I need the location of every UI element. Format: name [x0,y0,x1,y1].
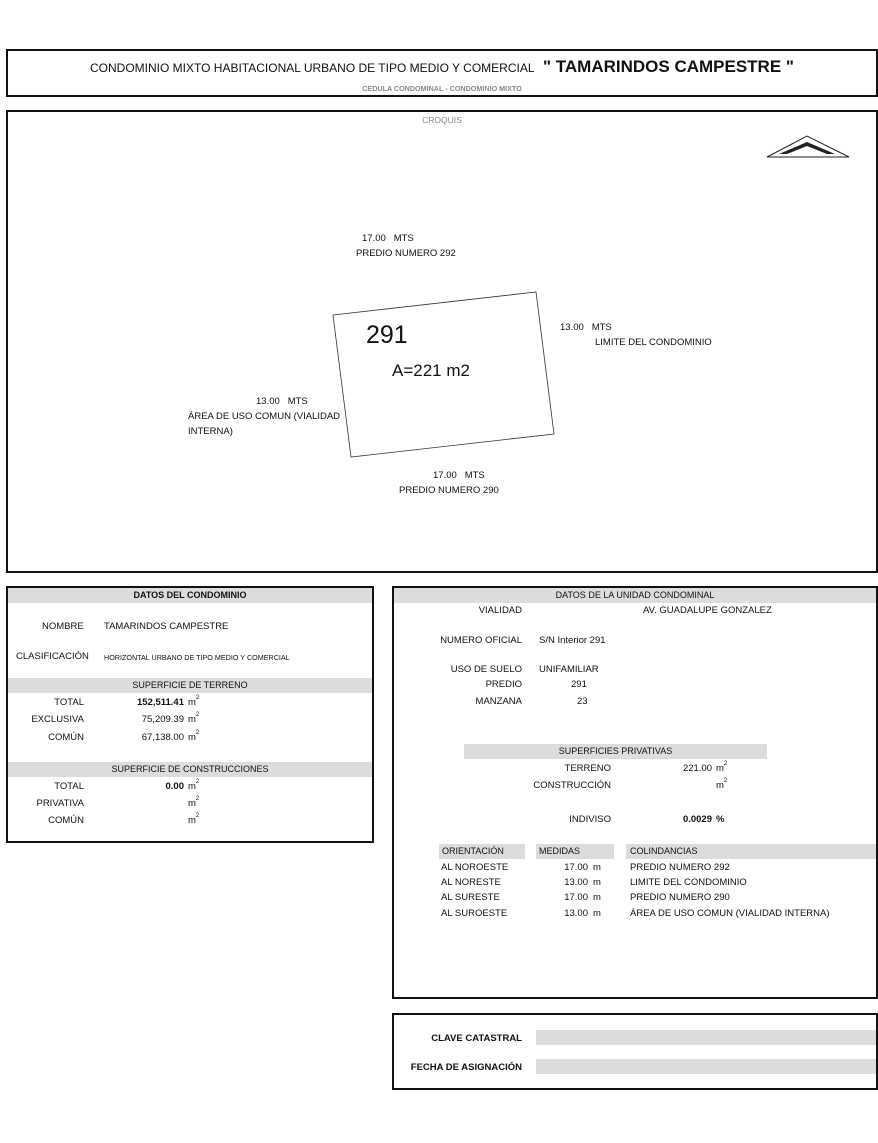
priv-construccion-label: CONSTRUCCIÓN [533,780,611,791]
row-unit: m [593,862,601,873]
priv-terreno-unit: $m^2$ [716,761,728,774]
row-medida: 17.00 [564,892,588,903]
left-neighbor-line2: INTERNA) [188,426,233,437]
construcciones-heading: SUPERFICIE DE CONSTRUCCIONES [8,762,372,777]
unidad-heading: DATOS DE LA UNIDAD CONDOMINAL [394,588,876,603]
top-length: 17.00 MTS [362,233,414,244]
fecha-asignacion-field [536,1059,876,1074]
bottom-length: 17.00 MTS [433,470,485,481]
fecha-asignacion-label: FECHA DE ASIGNACIÓN [410,1062,522,1073]
uso-value: UNIFAMILIAR [539,664,599,675]
construcciones-privativa-unit: $m^2$ [188,796,200,809]
predio-value: 291 [571,679,587,690]
row-unit: m [593,908,601,919]
construcciones-total-value: 0.00 [165,781,184,792]
terreno-heading: SUPERFICIE DE TERRENO [8,678,372,693]
left-length: 13.00 MTS [256,396,308,407]
indiviso-label: INDIVISO [569,814,611,825]
terreno-exclusiva-unit: $m^2$ [188,712,200,725]
page-subtitle: CEDULA CONDOMINAL - CONDOMINIO MIXTO [362,84,522,93]
croquis-label: CROQUIS [422,115,462,125]
construcciones-total-label: TOTAL [54,781,84,792]
croquis-box [6,110,878,573]
construcciones-comun-unit: $m^2$ [188,813,200,826]
manzana-value: 23 [577,696,588,707]
vialidad-label: VIALIDAD [478,605,522,616]
row-medida: 17.00 [564,862,588,873]
indiviso-unit: % [716,814,725,825]
row-unit: m [593,892,601,903]
right-length: 13.00 MTS [560,322,612,333]
terreno-total-label: TOTAL [54,697,84,708]
row-colindancia: PREDIO NUMERO 292 [630,862,730,873]
row-colindancia: PREDIO NUMERO 290 [630,892,730,903]
manzana-label: MANZANA [475,696,522,707]
row-medida: 13.00 [564,908,588,919]
row-orientacion: AL NOROESTE [441,862,509,873]
col-colindancias-header: COLINDANCIAS [626,844,876,859]
col-orientacion-header: ORIENTACIÓN [439,844,525,859]
priv-construccion-unit: $m^2$ [716,778,728,791]
terreno-total-value: 152,511.41 [136,697,184,708]
clasificacion-label: CLASIFICACIÓN [16,651,89,662]
title-name: " TAMARINDOS CAMPESTRE " [542,57,794,76]
nombre-value: TAMARINDOS CAMPESTRE [104,621,229,632]
terreno-comun-value: 67,138.00 [141,732,184,743]
condominio-heading: DATOS DEL CONDOMINIO [8,588,372,603]
privativas-heading: SUPERFICIES PRIVATIVAS [464,744,767,759]
terreno-comun-label: COMÚN [48,732,84,743]
priv-terreno-label: TERRENO [564,763,611,774]
lot-polygon [6,110,878,573]
clasificacion-value: HORIZONTAL URBANO DE TIPO MEDIO Y COMERCIAL [104,653,290,662]
row-colindancia: LIMITE DEL CONDOMINIO [630,877,747,888]
top-neighbor: PREDIO NUMERO 292 [356,248,456,259]
vialidad-value: AV. GUADALUPE GONZALEZ [643,605,772,616]
predio-label: PREDIO [485,679,522,690]
row-medida: 13.00 [564,877,588,888]
row-orientacion: AL SUROESTE [441,908,508,919]
lot-area: A=221 m2 [392,361,470,380]
numero-label: NUMERO OFICIAL [440,635,522,646]
bottom-neighbor: PREDIO NUMERO 290 [399,485,499,496]
terreno-exclusiva-label: EXCLUSIVA [31,714,84,725]
indiviso-value: 0.0029 [682,814,712,825]
numero-value: S/N Interior 291 [539,635,606,646]
condominio-panel [6,586,374,843]
priv-terreno-value: 221.00 [682,763,712,774]
uso-label: USO DE SUELO [450,664,522,675]
nombre-label: NOMBRE [42,621,84,632]
col-medidas-header: MEDIDAS [536,844,614,859]
unidad-panel [392,586,878,999]
construcciones-privativa-label: PRIVATIVA [36,798,84,809]
header-box [6,49,878,97]
clave-catastral-field [536,1030,876,1045]
row-orientacion: AL NORESTE [441,877,501,888]
terreno-comun-unit: $m^2$ [188,730,200,743]
lot-number: 291 [366,321,408,349]
right-neighbor: LIMITE DEL CONDOMINIO [595,337,712,348]
row-colindancia: ÁREA DE USO COMUN (VIALIDAD INTERNA) [630,908,830,919]
catastro-panel [392,1013,878,1090]
title-prefix: CONDOMINIO MIXTO HABITACIONAL URBANO DE TIPO MEDIO Y COMERCIAL [90,61,535,75]
terreno-total-unit: $m^2$ [188,695,200,708]
clave-catastral-label: CLAVE CATASTRAL [431,1033,522,1044]
row-unit: m [593,877,601,888]
page-title [8,57,876,77]
construcciones-total-unit: $m^2$ [188,779,200,792]
terreno-exclusiva-value: 75,209.39 [141,714,184,725]
row-orientacion: AL SURESTE [441,892,500,903]
construcciones-comun-label: COMÚN [48,815,84,826]
left-neighbor-line1: ÁREA DE USO COMUN (VIALIDAD [188,411,341,422]
